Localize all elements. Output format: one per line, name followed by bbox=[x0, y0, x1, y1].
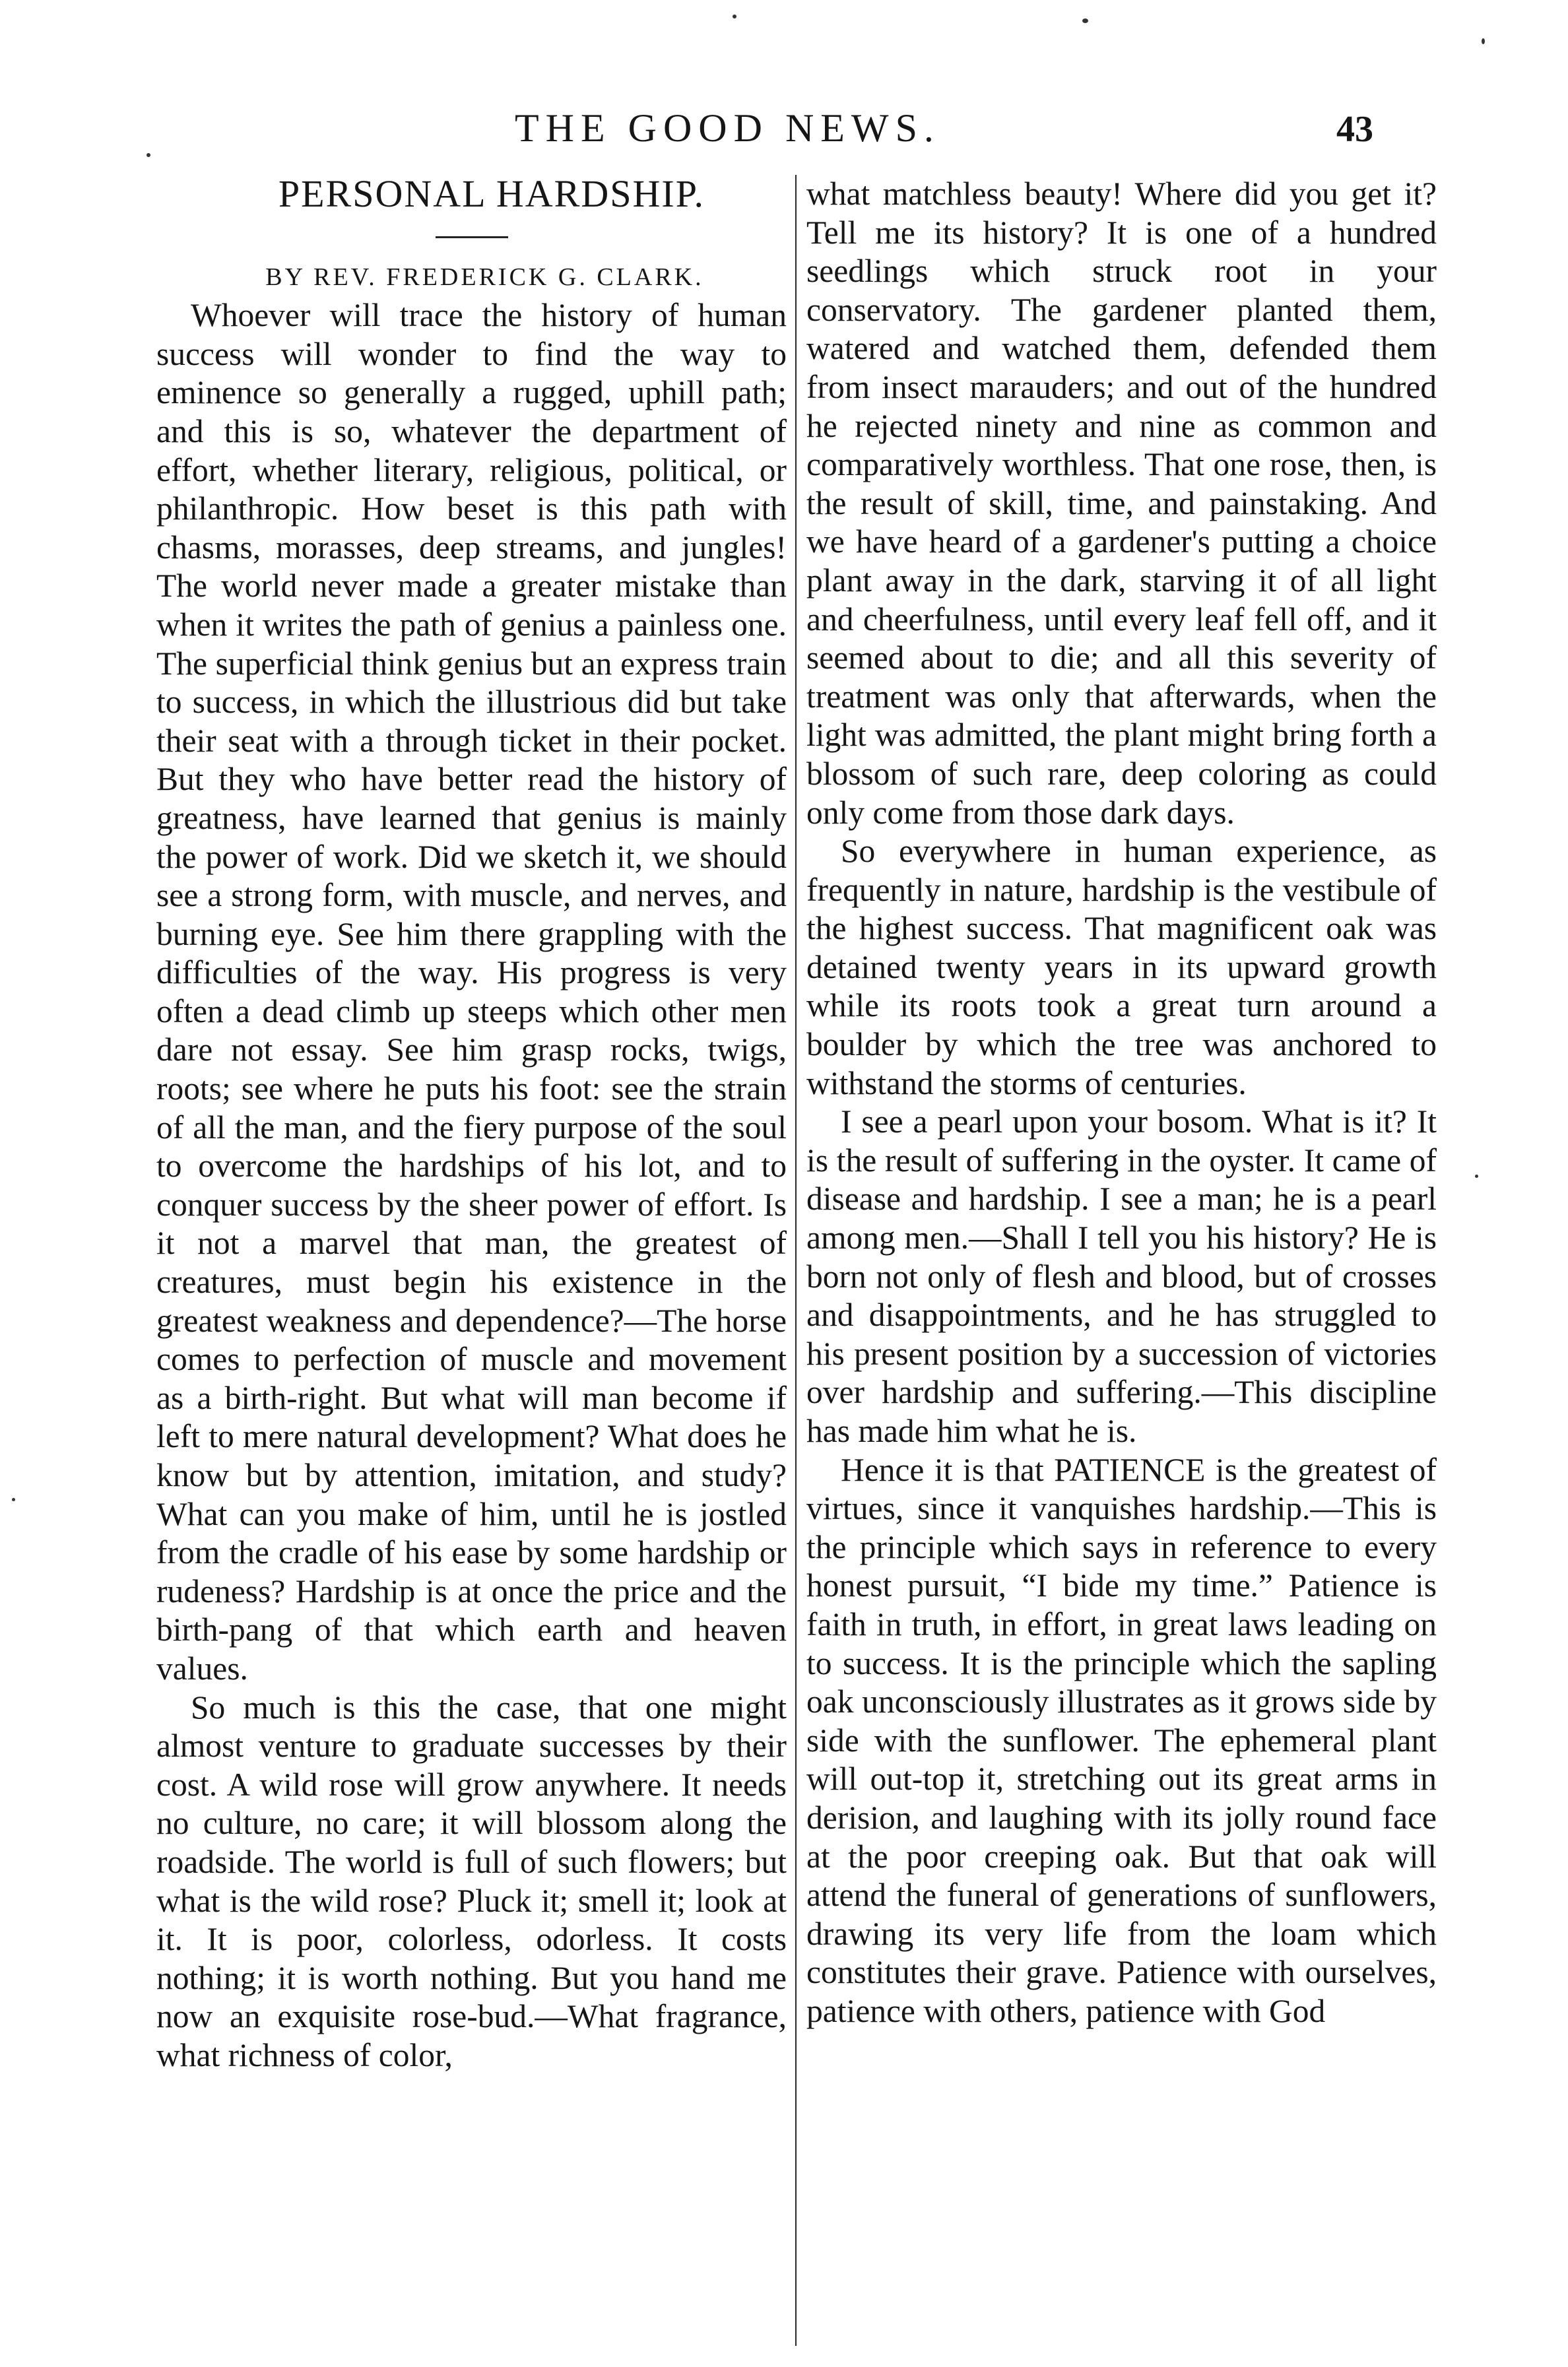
print-speck bbox=[733, 15, 736, 18]
article-title: PERSONAL HARDSHIP. bbox=[278, 172, 705, 215]
paragraph: So much is this the case, that one might almost venture to graduate successes by their cost. A wild rose will grow anywhere. It needs no culture, no care; it will blossom along the roadside. The world is full of such flowers; but what is the wild rose? Pluck it; smell it; look at it. It is poor, colorless, odorless. It costs nothing; it is worth nothing. But you hand me now an exquisite rose-bud.—What fragrance, what richness of color, bbox=[156, 1689, 787, 2073]
print-speck bbox=[1082, 18, 1088, 23]
right-column bbox=[806, 175, 1437, 2339]
running-head bbox=[0, 99, 1568, 158]
title-divider bbox=[436, 236, 508, 238]
left-column bbox=[156, 172, 787, 2339]
column-divider bbox=[795, 175, 797, 2346]
paragraph: I see a pearl upon your bosom. What is it? It is the result of suffering in the oyster. It came of disease and hardship. I see a man; he is a pearl among men.—Shall I tell you his history? He is born not only of flesh and blood, but of crosses and disappointments, and he has struggled to his present position by a succession of victories over hardship and suffering.—This discipline has made him what he is. bbox=[806, 1103, 1437, 1449]
paragraph: So everywhere in human experience, as frequently in nature, hardship is the vestibule of the highest success. That magnificent oak was detained twenty years in its upward growth while its roots took a great turn around a boulder by which the tree was anchored to withstand the storms of centuries. bbox=[806, 833, 1437, 1101]
print-speck bbox=[1482, 38, 1485, 44]
paragraph-continued: what matchless beauty! Where did you get it? Tell me its history? It is one of a hundred seedlings which struck root in your conservatory. The gardener planted them, watered and watched them, defended them from insect marauders; and out of the hundred he rejected ninety and nine as common and comparatively worthless. That one rose, then, is the result of skill, time, and painstaking. And we have heard of a gardener's putting a choice plant away in the dark, starving it of all light and cheerfulness, until every leaf fell off, and it seemed about to die; and all this severity of treatment was only that afterwards, when the light was admitted, the plant might bring forth a blossom of such rare, deep coloring as could only come from those dark days. bbox=[806, 176, 1437, 831]
article-byline: BY REV. FREDERICK G. CLARK. bbox=[265, 263, 704, 291]
publication-title: THE GOOD NEWS. bbox=[515, 106, 940, 150]
paragraph: Whoever will trace the history of human success will wonder to find the way to eminence so generally a rugged, uphill path; and this is so, whatever the department of effort, whether literary, religious, political, or philanthropic. How beset is this path with chasms, morasses, deep streams, and jungles! The world never made a greater mistake than when it writes the path of genius a painless one. The superficial think genius but an express train to success, in which the illustrious did but take their seat with a through ticket in their pocket. But they who have better read the history of greatness, have learned that genius is mainly the power of work. Did we sketch it, we should see a strong form, with muscle, and nerves, and burning eye. See him there grappling with the difficulties of the way. His progress is very often a dead climb up steeps which other men dare not essay. See him grasp rocks, twigs, roots; see where he puts his foot: see the strain of all the man, and the fiery purpose of the soul to overcome the hardships of his lot, and to conquer success by the sheer power of effort. Is it not a marvel that man, the greatest of creatures, must begin his existence in the greatest weakness and dependence?—The horse comes to perfection of muscle and movement as a birth-right. But what will man become if left to mere natural development? What does he know but by attention, imitation, and study? What can you make of him, until he is jostled from the cradle of his ease by some hardship or rudeness? Hardship is at once the price and the birth-pang of that which earth and heaven values. bbox=[156, 297, 787, 1687]
page-number: 43 bbox=[1336, 109, 1373, 150]
paragraph: Hence it is that PATIENCE is the greatest of virtues, since it vanquishes hardship.—This is the principle which says in reference to every honest pursuit, “I bide my time.” Patience is faith in truth, in effort, in great laws leading on to success. It is the principle which the sapling oak unconsciously illustrates as it grows side by side with the sunflower. The ephemeral plant will out-top it, stretching out its great arms in derision, and laughing with its jolly round face at the poor creeping oak. But that oak will attend the funeral of generations of sunflowers, drawing its very life from the loam which constitutes their grave. Patience with ourselves, patience with others, patience with God bbox=[806, 1451, 1437, 2029]
print-speck bbox=[147, 153, 150, 157]
print-speck bbox=[1475, 1175, 1478, 1178]
print-speck bbox=[12, 1498, 15, 1501]
